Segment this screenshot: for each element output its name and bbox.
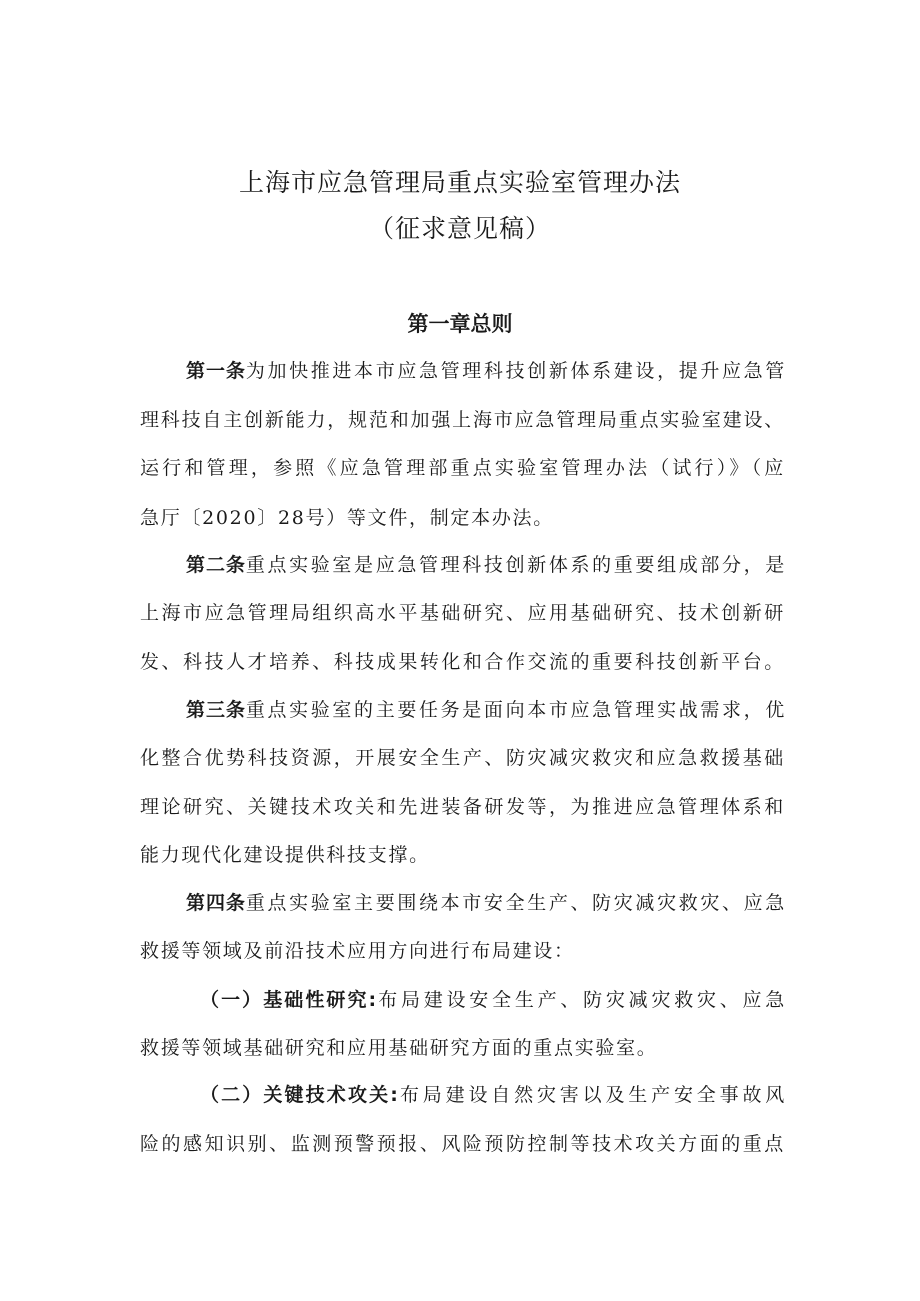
article-1-line-4: 急厅〔2020〕28号）等文件，制定本办法。 <box>140 507 554 529</box>
article-2-line-3: 发、科技人才培养、科技成果转化和合作交流的重要科技创新平台。 <box>140 651 785 673</box>
article-3-line-1: 第三条重点实验室的主要任务是面向本市应急管理实战需求，优 <box>186 699 786 721</box>
article-3-line-4: 能力现代化建设提供科技支撑。 <box>140 844 430 866</box>
article-1-lead: 第一条 <box>186 360 246 382</box>
article-2-line-1: 第二条重点实验室是应急管理科技创新体系的重要组成部分，是 <box>186 554 786 576</box>
article-2-line-2: 上海市应急管理局组织高水平基础研究、应用基础研究、技术创新研 <box>140 602 785 624</box>
chapter-heading: 第一章总则 <box>407 312 513 336</box>
item-2-line-2: 险的感知识别、监测预警预报、风险预防控制等技术攻关方面的重点 <box>140 1133 785 1155</box>
article-3-line-3: 理论研究、关键技术攻关和先进装备研发等，为推进应急管理体系和 <box>140 796 785 818</box>
item-1-line-2: 救援等领域基础研究和应用基础研究方面的重点实验室。 <box>140 1037 658 1059</box>
article-4-line-1: 第四条重点实验室主要围绕本市安全生产、防灾减灾救灾、应急 <box>186 892 786 914</box>
article-3-lead: 第三条 <box>186 699 246 721</box>
article-1-line-3: 运行和管理，参照《应急管理部重点实验室管理办法（试行）》（应 <box>140 457 785 479</box>
item-2-lead: （二）关键技术攻关: <box>200 1084 398 1106</box>
document-title: 上海市应急管理局重点实验室管理办法 <box>238 168 681 197</box>
article-2-lead: 第二条 <box>186 554 246 576</box>
document-subtitle: （征求意见稿） <box>368 214 551 243</box>
item-1-line-1: （一）基础性研究:布局建设安全生产、防灾减灾救灾、应急 <box>200 989 786 1011</box>
article-4-line-2: 救援等领域及前沿技术应用方向进行布局建设： <box>140 940 575 962</box>
item-1-lead: （一）基础性研究: <box>200 989 377 1011</box>
article-1-line-1: 第一条为加快推进本市应急管理科技创新体系建设，提升应急管 <box>186 360 786 382</box>
item-2-line-1: （二）关键技术攻关:布局建设自然灾害以及生产安全事故风 <box>200 1084 786 1106</box>
article-4-lead: 第四条 <box>186 892 246 914</box>
article-1-line-2: 理科技自主创新能力，规范和加强上海市应急管理局重点实验室建设、 <box>140 409 785 431</box>
article-3-line-2: 化整合优势科技资源，开展安全生产、防灾减灾救灾和应急救援基础 <box>140 747 785 769</box>
